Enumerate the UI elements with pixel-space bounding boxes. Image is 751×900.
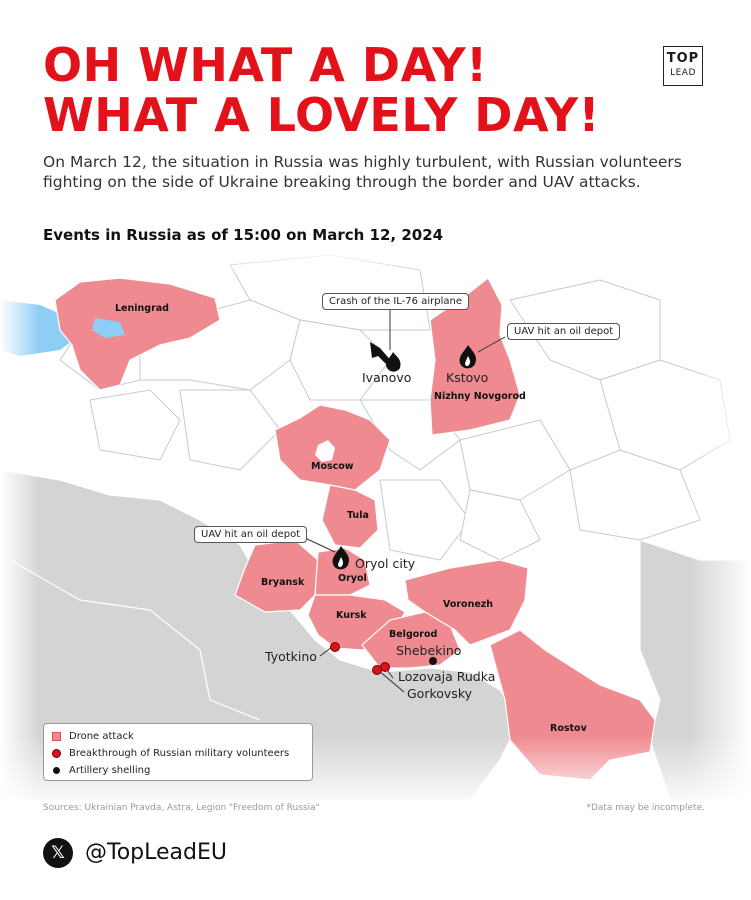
legend-drone-label: Drone attack: [69, 731, 134, 742]
legend-breakthrough-label: Breakthrough of Russian military volunteers: [69, 748, 290, 759]
place-oryol-city: Oryol city: [355, 556, 416, 571]
region-tula: Tula: [347, 510, 369, 521]
callout-oryol: UAV hit an oil depot: [194, 526, 307, 543]
map-heading: Events in Russia as of 15:00 on March 12, 2024: [43, 226, 444, 244]
region-moscow: Moscow: [311, 461, 354, 472]
region-bryansk: Bryansk: [261, 577, 305, 588]
legend-item-breakthrough: [52, 745, 304, 762]
map-legend: [43, 723, 313, 781]
place-kstovo: Kstovo: [446, 370, 489, 385]
place-lozovaja-rudka: Lozovaja Rudka: [398, 669, 496, 684]
breakthrough-swatch: [52, 749, 61, 758]
data-note: *Data may be incomplete.: [586, 803, 705, 813]
place-shebekino: Shebekino: [396, 643, 462, 658]
page-title: [43, 40, 600, 140]
subtitle: On March 12, the situation in Russia was highly turbulent, with Russian volunteers fighting on the side of Ukraine breaking through the border and UAV attacks.: [43, 153, 682, 191]
x-logo-icon: 𝕏: [43, 838, 73, 868]
title-line-2: WHAT A LOVELY DAY!: [43, 88, 600, 142]
callout-kstovo: UAV hit an oil depot: [507, 323, 620, 340]
place-gorkovsky: Gorkovsky: [407, 686, 473, 701]
legend-item-drone: [52, 728, 304, 745]
place-ivanovo: Ivanovo: [362, 370, 412, 385]
region-kursk: Kursk: [336, 610, 367, 621]
logo-bottom-text: LEAD: [670, 68, 696, 78]
sources-text: Sources: Ukrainian Pravda, Astra, Legion "Freedom of Russia": [43, 803, 320, 813]
region-voronezh: Voronezh: [443, 599, 494, 610]
fade-left: [0, 250, 40, 810]
callout-ivanovo: Crash of the IL-76 airplane: [322, 293, 469, 310]
legend-item-artillery: [52, 762, 304, 779]
volunteer-breakthrough-marker-tyotkino: [331, 643, 340, 652]
fade-right: [690, 250, 751, 810]
title-line-1: OH WHAT A DAY!: [43, 38, 488, 92]
region-leningrad: Leningrad: [115, 303, 169, 314]
region-nizhny-novgorod: Nizhny Novgorod: [434, 391, 526, 402]
region-shape-bryansk: [235, 540, 318, 612]
region-rostov: Rostov: [550, 723, 587, 734]
top-lead-logo: [663, 46, 703, 86]
social-handle[interactable]: @TopLeadEU: [85, 840, 227, 865]
legend-artillery-label: Artillery shelling: [69, 765, 151, 776]
volunteer-breakthrough-marker-gorkovsky: [373, 666, 382, 675]
region-belgorod: Belgorod: [389, 629, 438, 640]
logo-top-text: TOP: [666, 51, 700, 66]
artillery-swatch: [53, 767, 60, 774]
fade-top: [0, 250, 751, 275]
place-tyotkino: Tyotkino: [265, 649, 317, 664]
artillery-shelling-marker-shebekino: [429, 657, 437, 665]
drone-swatch: [52, 732, 61, 741]
region-oryol: Oryol: [338, 573, 367, 584]
